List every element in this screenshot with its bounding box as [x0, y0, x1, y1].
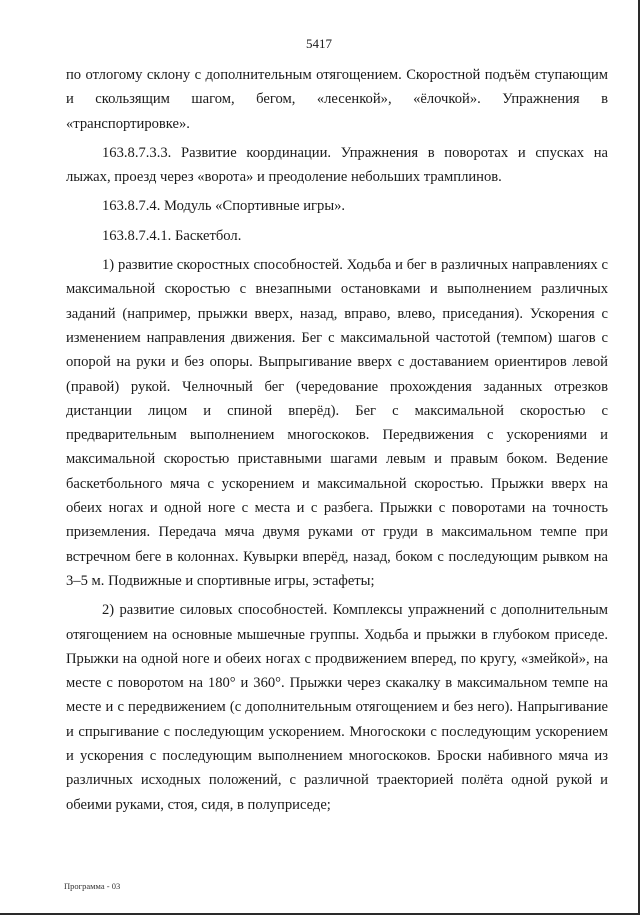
subsection-heading-basketball: 163.8.7.4.1. Баскетбол.: [102, 227, 242, 244]
paragraph-strength-abilities: 2) развитие силовых способностей. Комплексы упражнений с дополнительным отягощением на основные мышечные группы. Ходьба и прыжки в глубоком приседе. Прыжки на одной ноге и обеих ногах с продвижением вперед, по кругу, «змейкой», на месте с поворотом на 180° и 360°. Прыжки через скакалку в максимальном темпе на месте и с передвижением (с дополнительным отягощением и без него). Напрыгивание и спрыгивание с последующим ускорением. Многоскоки с последующим ускорением и ускорения с последующим выполнением многоскоков. Броски набивного мяча из различных исходных положений, с различной траекторией полёта одной рукой и обеими руками, стоя, сидя, в полуприседе;: [66, 602, 608, 813]
footer-label: Программа - 03: [64, 881, 121, 891]
paragraph-coordination: 163.8.7.3.3. Развитие координации. Упражнения в поворотах и спусках на лыжах, проезд через «ворота» и преодоление небольших трамплинов.: [66, 144, 608, 186]
document-body: [66, 63, 608, 822]
page-number: 5417: [306, 36, 332, 51]
paragraph-speed-abilities: 1) развитие скоростных способностей. Ходьба и бег в различных направлениях с максимальной скоростью с внезапными остановками и выполнением различных заданий (например, прыжки вверх, назад, вправо, влево, приседания). Ускорения с изменением направления движения. Бег с максимальной частотой (темпом) шагов с опорой на руки и без опоры. Выпрыгивание вверх с доставанием ориентиров левой (правой) рукой. Челночный бег (чередование прохождения заданных отрезков дистанции лицом и спиной вперёд). Бег с максимальной скоростью с предварительным выполнением многоскоков. Передвижения с ускорениями и максимальной скоростью приставными шагами левым и правым боком. Ведение баскетбольного мяча с ускорением и максимальной скоростью. Прыжки вверх на обеих ногах и одной ноге с места и с разбега. Прыжки с поворотами на точность приземления. Передача мяча двумя руками от груди в максимальном темпе при встречном беге в колоннах. Кувырки вперёд, назад, боком с последующим рывком на 3–5 м. Подвижные и спортивные игры, эстафеты;: [66, 257, 608, 589]
section-heading-sport-games: 163.8.7.4. Модуль «Спортивные игры».: [102, 198, 346, 215]
paragraph-continuation: по отлогому склону с дополнительным отягощением. Скоростной подъём ступающим и скользящим шагом, бегом, «лесенкой», «ёлочкой». Упражнения в «транспортировке».: [66, 67, 608, 132]
